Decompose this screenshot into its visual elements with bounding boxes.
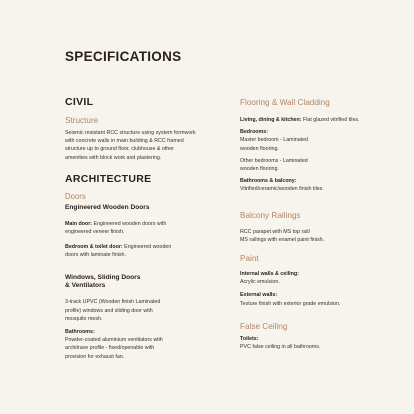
flooring-title: Flooring & Wall Cladding (240, 98, 330, 107)
windows-title-line: & Ventilators (65, 282, 106, 290)
paint-section (240, 254, 400, 308)
civil-heading: CIVIL (65, 96, 94, 108)
other-bedrooms-line: wooden flooring. (240, 166, 279, 173)
bathrooms-line: architrave profile - fixed/openable with (65, 345, 155, 352)
flooring-section (240, 98, 400, 194)
civil-section (65, 96, 215, 162)
bathrooms-line: provision for exhaust fan. (65, 353, 125, 360)
windows-text (65, 298, 215, 323)
balcony-line: MS railings with enamel paint finish. (240, 236, 325, 243)
bath-balcony-spec (240, 177, 400, 193)
bathrooms-ventilators-spec (65, 328, 215, 361)
false-ceiling-title: False Ceiling (240, 321, 288, 331)
bedroom-door-text: Engineered wooden (122, 244, 172, 251)
paint-title: Paint (240, 254, 259, 264)
other-bedrooms-line: Other bedrooms - Laminated (240, 157, 308, 164)
structure-line: structure up to ground floor, clubhouse & other (65, 146, 174, 153)
main-door-text: Engineered wooden doors with (92, 220, 167, 227)
external-walls-spec (240, 291, 400, 307)
structure-line: with concrete walls in main building & RCC framed (65, 138, 184, 145)
toilets-text: PVC false ceiling in all bathrooms. (240, 344, 321, 351)
bedroom-door-label: Bedroom & toilet door: (65, 244, 123, 251)
architecture-heading: ARCHITECTURE (65, 172, 152, 185)
bedrooms-label: Bedrooms: (240, 129, 268, 136)
bath-balcony-text: Vitrified/ceramic/wooden finish tiles. (240, 186, 324, 193)
bathrooms-line: Powder-coated aluminium ventilators with (65, 337, 163, 344)
balcony-section (240, 211, 400, 244)
balcony-line: RCC parapet with MS top rail/ (240, 228, 311, 235)
internal-walls-label: Internal walls & ceiling: (240, 271, 299, 278)
doors-title: Doors (65, 191, 86, 201)
structure-text (65, 129, 215, 162)
windows-line: 3-track UPVC (Wooden finish Laminated (65, 299, 161, 306)
bath-balcony-label: Bathrooms & balcony: (240, 178, 297, 185)
bedroom-door-spec (65, 243, 215, 259)
external-walls-text: Texture finish with exterior grade emulsion. (240, 300, 341, 307)
toilets-spec (240, 335, 400, 351)
windows-line: profile) windows and sliding door with (65, 307, 153, 314)
balcony-title: Balcony Railings (240, 210, 301, 220)
toilets-label: Toilets: (240, 335, 259, 342)
bedrooms-line: wooden flooring. (240, 145, 279, 152)
internal-walls-text: Acrylic emulsion. (240, 279, 280, 286)
architecture-section (65, 173, 215, 361)
left-column (65, 96, 215, 361)
bedrooms-line: Master bedroom - Laminated (240, 137, 309, 144)
false-ceiling-section (240, 322, 400, 351)
living-label: Living, dining & kitchen: (240, 117, 302, 123)
main-door-text: engineered veneer finish. (65, 228, 125, 235)
internal-walls-spec (240, 270, 400, 286)
bathrooms-label: Bathrooms: (65, 328, 95, 335)
windows-title-line: Windows, Sliding Doors (65, 273, 141, 281)
page-title: SPECIFICATIONS (65, 49, 182, 64)
living-text: Flat glazed vitrified tiles. (301, 117, 360, 123)
bedroom-door-text: doors with laminate finish. (65, 252, 126, 259)
external-walls-label: External walls: (240, 292, 278, 299)
structure-line: amenities with block work and plastering. (65, 154, 162, 161)
windows-line: mosquito mesh. (65, 315, 103, 322)
right-column (240, 98, 400, 351)
bedrooms-spec (240, 128, 400, 153)
structure-title: Structure (65, 116, 99, 125)
doors-subtitle: Engineered Wooden Doors (65, 203, 150, 211)
main-door-label: Main door: (65, 220, 93, 227)
other-bedrooms-spec (240, 157, 400, 173)
windows-title (65, 274, 215, 292)
structure-line: Seismic resistant RCC structure using system formwork (65, 130, 196, 136)
main-door-spec (65, 220, 215, 236)
